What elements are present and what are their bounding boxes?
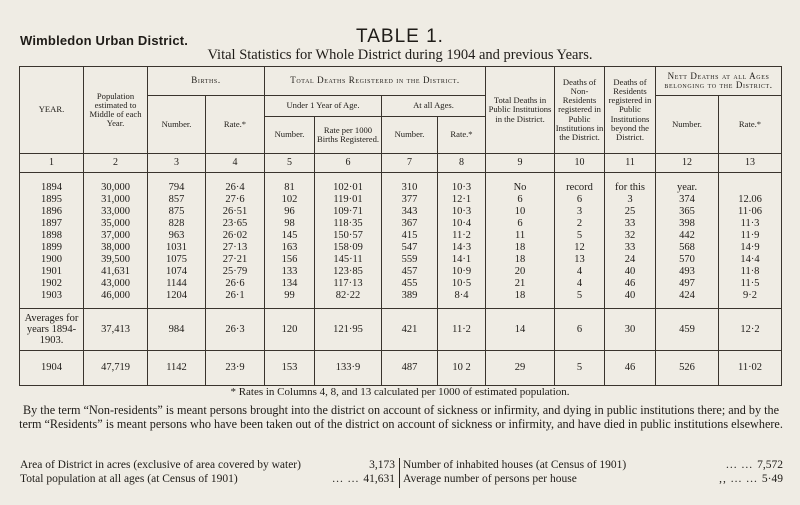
col-number: 2 <box>84 154 148 173</box>
cell-all-number: 367 <box>382 218 438 230</box>
cell-births-rate: 27·21 <box>206 253 265 265</box>
cell-nett-rate: 12·2 <box>719 308 782 350</box>
table-row <box>20 277 782 289</box>
cell-residents: 33 <box>605 241 656 253</box>
cell-under1-rate: 82·22 <box>315 289 382 308</box>
cell-births-rate: 25·79 <box>206 265 265 277</box>
population-dots: ... ... <box>332 473 360 485</box>
col-total-deaths-header: Total Deaths Registered in the District. <box>265 67 486 96</box>
col-year-header: YEAR. <box>20 67 84 154</box>
cell-under1-rate: 121·95 <box>315 308 382 350</box>
col-number: 12 <box>656 154 719 173</box>
cell-births-number: 1075 <box>148 253 206 265</box>
cell-under1-number: 96 <box>265 206 315 218</box>
cell-under1-number: 153 <box>265 350 315 385</box>
cell-year: 1895 <box>20 194 84 206</box>
cell-non-residents: 5 <box>555 289 605 308</box>
houses-label: Number of inhabited houses (at Census of 1901) <box>403 459 627 471</box>
col-under1-header: Under 1 Year of Age. <box>265 96 382 117</box>
summary-left <box>20 458 395 486</box>
table-row <box>20 173 782 194</box>
cell-population: 46,000 <box>84 289 148 308</box>
cell-nett-rate: 11·3 <box>719 218 782 230</box>
cell-nett-rate: 9·2 <box>719 289 782 308</box>
cell-nett-number: 459 <box>656 308 719 350</box>
cell-population: 35,000 <box>84 218 148 230</box>
cell-nett-rate <box>719 173 782 194</box>
cell-births-number: 1204 <box>148 289 206 308</box>
cell-under1-rate: 145·11 <box>315 253 382 265</box>
cell-all-number: 487 <box>382 350 438 385</box>
col-number: 1 <box>20 154 84 173</box>
cell-public-institutions: 10 <box>486 206 555 218</box>
cell-all-number: 310 <box>382 173 438 194</box>
col-all-rate-header: Rate.* <box>438 117 486 154</box>
cell-population: 47,719 <box>84 350 148 385</box>
cell-all-number: 415 <box>382 229 438 241</box>
cell-population: 30,000 <box>84 173 148 194</box>
cell-year: 1903 <box>20 289 84 308</box>
cell-births-number: 1142 <box>148 350 206 385</box>
cell-public-institutions: 18 <box>486 241 555 253</box>
cell-all-rate: 14·1 <box>438 253 486 265</box>
cell-population: 33,000 <box>84 206 148 218</box>
cell-public-institutions: 29 <box>486 350 555 385</box>
col-under1-number-header: Number. <box>265 117 315 154</box>
col-number: 6 <box>315 154 382 173</box>
cell-non-residents: 3 <box>555 206 605 218</box>
cell-nett-number: 526 <box>656 350 719 385</box>
cell-nett-rate: 14·4 <box>719 253 782 265</box>
cell-all-number: 377 <box>382 194 438 206</box>
cell-population: 41,631 <box>84 265 148 277</box>
col-births-rate-header: Rate.* <box>206 96 265 154</box>
cell-residents: 40 <box>605 265 656 277</box>
cell-all-number: 421 <box>382 308 438 350</box>
cell-births-rate: 23·65 <box>206 218 265 230</box>
col-number: 9 <box>486 154 555 173</box>
cell-nett-rate: 11·9 <box>719 229 782 241</box>
col-all-number-header: Number. <box>382 117 438 154</box>
col-nett-number-header: Number. <box>656 96 719 154</box>
cell-non-residents: 4 <box>555 277 605 289</box>
table-row <box>20 289 782 308</box>
cell-population: 43,000 <box>84 277 148 289</box>
cell-nett-rate: 11·02 <box>719 350 782 385</box>
cell-all-rate: 12·1 <box>438 194 486 206</box>
col-number: 3 <box>148 154 206 173</box>
cell-year: Averages for years 1894-1903. <box>20 308 84 350</box>
cell-nett-number: 497 <box>656 277 719 289</box>
cell-nett-number: 442 <box>656 229 719 241</box>
cell-all-number: 547 <box>382 241 438 253</box>
cell-non-residents: 6 <box>555 194 605 206</box>
cell-population: 39,500 <box>84 253 148 265</box>
cell-non-residents: 6 <box>555 308 605 350</box>
population-value: 41,631 <box>363 473 395 485</box>
cell-births-rate: 23·9 <box>206 350 265 385</box>
table-row <box>20 241 782 253</box>
cell-year: 1904 <box>20 350 84 385</box>
data-rows <box>20 173 782 309</box>
cell-residents: 30 <box>605 308 656 350</box>
cell-nett-number: 374 <box>656 194 719 206</box>
cell-year: 1897 <box>20 218 84 230</box>
cell-nett-number: 568 <box>656 241 719 253</box>
col-births-header: Births. <box>148 67 265 96</box>
cell-under1-number: 133 <box>265 265 315 277</box>
cell-nett-number: 365 <box>656 206 719 218</box>
cell-residents: 33 <box>605 218 656 230</box>
cell-all-rate: 10·3 <box>438 206 486 218</box>
cell-births-number: 1031 <box>148 241 206 253</box>
cell-births-rate: 26·02 <box>206 229 265 241</box>
cell-public-institutions: 20 <box>486 265 555 277</box>
cell-population: 37,000 <box>84 229 148 241</box>
cell-under1-number: 81 <box>265 173 315 194</box>
col-nett-deaths-header: Nett Deaths at all Ages belonging to the District. <box>656 67 782 96</box>
cell-all-rate: 14·3 <box>438 241 486 253</box>
col-public-institutions-header: Total Deaths in Public Institutions in the District. <box>486 67 555 154</box>
cell-births-rate: 26·6 <box>206 277 265 289</box>
persons-value: 5·49 <box>761 473 783 485</box>
cell-births-number: 857 <box>148 194 206 206</box>
cell-all-rate: 8·4 <box>438 289 486 308</box>
col-number: 7 <box>382 154 438 173</box>
cell-residents: 46 <box>605 277 656 289</box>
cell-under1-number: 134 <box>265 277 315 289</box>
cell-under1-number: 120 <box>265 308 315 350</box>
area-label: Area of District in acres (exclusive of area covered by water) <box>20 459 301 471</box>
cell-residents: 32 <box>605 229 656 241</box>
cell-public-institutions: 18 <box>486 289 555 308</box>
cell-all-rate: 10·5 <box>438 277 486 289</box>
cell-residents: for this <box>605 173 656 194</box>
cell-under1-number: 98 <box>265 218 315 230</box>
district-name: Wimbledon Urban District. <box>20 33 189 48</box>
cell-year: 1902 <box>20 277 84 289</box>
table-row <box>20 229 782 241</box>
table-row <box>20 253 782 265</box>
col-number: 13 <box>719 154 782 173</box>
cell-births-rate: 26·51 <box>206 206 265 218</box>
table-row <box>20 218 782 230</box>
cell-births-rate: 27·6 <box>206 194 265 206</box>
cell-non-residents: 5 <box>555 229 605 241</box>
cell-public-institutions: 11 <box>486 229 555 241</box>
col-number: 11 <box>605 154 656 173</box>
cell-all-rate: 10 2 <box>438 350 486 385</box>
cell-public-institutions: 6 <box>486 194 555 206</box>
cell-public-institutions: 18 <box>486 253 555 265</box>
houses-value: 7,572 <box>757 459 783 471</box>
cell-births-rate: 26·3 <box>206 308 265 350</box>
cell-births-number: 1144 <box>148 277 206 289</box>
cell-public-institutions: 6 <box>486 218 555 230</box>
cell-births-number: 875 <box>148 206 206 218</box>
cell-nett-rate: 11·06 <box>719 206 782 218</box>
col-number: 5 <box>265 154 315 173</box>
col-nett-rate-header: Rate.* <box>719 96 782 154</box>
summary-right <box>403 458 783 486</box>
cell-all-rate: 10·9 <box>438 265 486 277</box>
cell-births-rate: 26·4 <box>206 173 265 194</box>
averages-row <box>20 308 782 350</box>
cell-under1-rate: 133·9 <box>315 350 382 385</box>
cell-births-number: 828 <box>148 218 206 230</box>
persons-dots: ,, ... ... <box>719 473 758 485</box>
summary-divider <box>399 458 400 488</box>
cell-all-rate: 10·4 <box>438 218 486 230</box>
table-row <box>20 194 782 206</box>
col-population-header: Population estimated to Middle of each Year. <box>84 67 148 154</box>
cell-under1-number: 102 <box>265 194 315 206</box>
cell-under1-rate: 119·01 <box>315 194 382 206</box>
cell-under1-number: 163 <box>265 241 315 253</box>
cell-nett-rate: 12.06 <box>719 194 782 206</box>
year-1904-row <box>20 350 782 385</box>
cell-public-institutions: 14 <box>486 308 555 350</box>
table-row <box>20 206 782 218</box>
cell-year: 1900 <box>20 253 84 265</box>
cell-residents: 3 <box>605 194 656 206</box>
cell-nett-rate: 11·8 <box>719 265 782 277</box>
table-row <box>20 265 782 277</box>
table-title: TABLE 1. <box>356 26 444 47</box>
cell-births-number: 794 <box>148 173 206 194</box>
cell-nett-number: 424 <box>656 289 719 308</box>
cell-residents: 40 <box>605 289 656 308</box>
cell-public-institutions: No <box>486 173 555 194</box>
cell-nett-number: 493 <box>656 265 719 277</box>
cell-births-rate: 27·13 <box>206 241 265 253</box>
cell-under1-number: 156 <box>265 253 315 265</box>
cell-year: 1899 <box>20 241 84 253</box>
cell-under1-rate: 123·85 <box>315 265 382 277</box>
cell-under1-number: 145 <box>265 229 315 241</box>
cell-nett-number: 398 <box>656 218 719 230</box>
cell-population: 37,413 <box>84 308 148 350</box>
cell-all-number: 457 <box>382 265 438 277</box>
cell-births-number: 1074 <box>148 265 206 277</box>
col-number: 8 <box>438 154 486 173</box>
col-births-number-header: Number. <box>148 96 206 154</box>
cell-residents: 46 <box>605 350 656 385</box>
cell-under1-rate: 158·09 <box>315 241 382 253</box>
persons-label: Average number of persons per house <box>403 473 577 485</box>
cell-all-number: 559 <box>382 253 438 265</box>
cell-year: 1894 <box>20 173 84 194</box>
cell-non-residents: record <box>555 173 605 194</box>
col-number: 4 <box>206 154 265 173</box>
cell-population: 31,000 <box>84 194 148 206</box>
cell-nett-number: year. <box>656 173 719 194</box>
houses-dots: ... ... <box>726 459 754 471</box>
area-value: 3,173 <box>369 459 395 471</box>
cell-public-institutions: 21 <box>486 277 555 289</box>
cell-population: 38,000 <box>84 241 148 253</box>
cell-all-rate: 11·2 <box>438 229 486 241</box>
vital-statistics-table <box>19 66 782 386</box>
cell-non-residents: 2 <box>555 218 605 230</box>
cell-non-residents: 13 <box>555 253 605 265</box>
cell-non-residents: 12 <box>555 241 605 253</box>
cell-under1-rate: 102·01 <box>315 173 382 194</box>
cell-under1-rate: 150·57 <box>315 229 382 241</box>
cell-all-number: 455 <box>382 277 438 289</box>
cell-under1-rate: 109·71 <box>315 206 382 218</box>
footnote: * Rates in Columns 4, 8, and 13 calculated per 1000 of estimated population. <box>230 386 570 398</box>
cell-births-rate: 26·1 <box>206 289 265 308</box>
cell-year: 1901 <box>20 265 84 277</box>
table-subtitle: Vital Statistics for Whole District during 1904 and previous Years. <box>207 47 593 63</box>
cell-nett-number: 570 <box>656 253 719 265</box>
definitions-paragraph: By the term “Non-residents” is meant persons brought into the district on account of sickness or infirmity, and dying in public institutions there; and by the term “Residents” is meant persons who have been taken out of the district on account of sickness or infirmity, and have died in public institutions elsewhere. <box>19 403 783 431</box>
cell-under1-rate: 117·13 <box>315 277 382 289</box>
col-under1-rate-header: Rate per 1000 Births Registered. <box>315 117 382 154</box>
cell-all-rate: 11·2 <box>438 308 486 350</box>
cell-nett-rate: 11·5 <box>719 277 782 289</box>
cell-births-number: 984 <box>148 308 206 350</box>
col-residents-header: Deaths of Residents registered in Public Institutions beyond the District. <box>605 67 656 154</box>
cell-all-number: 343 <box>382 206 438 218</box>
cell-all-number: 389 <box>382 289 438 308</box>
col-number: 10 <box>555 154 605 173</box>
cell-all-rate: 10·3 <box>438 173 486 194</box>
col-non-residents-header: Deaths of Non-Residents registered in Public Institutions in the District. <box>555 67 605 154</box>
cell-year: 1896 <box>20 206 84 218</box>
cell-residents: 25 <box>605 206 656 218</box>
col-all-ages-header: At all Ages. <box>382 96 486 117</box>
cell-non-residents: 4 <box>555 265 605 277</box>
cell-residents: 24 <box>605 253 656 265</box>
cell-under1-number: 99 <box>265 289 315 308</box>
population-label: Total population at all ages (at Census of 1901) <box>20 473 238 485</box>
cell-nett-rate: 14·9 <box>719 241 782 253</box>
cell-under1-rate: 118·35 <box>315 218 382 230</box>
cell-year: 1898 <box>20 229 84 241</box>
cell-births-number: 963 <box>148 229 206 241</box>
cell-non-residents: 5 <box>555 350 605 385</box>
